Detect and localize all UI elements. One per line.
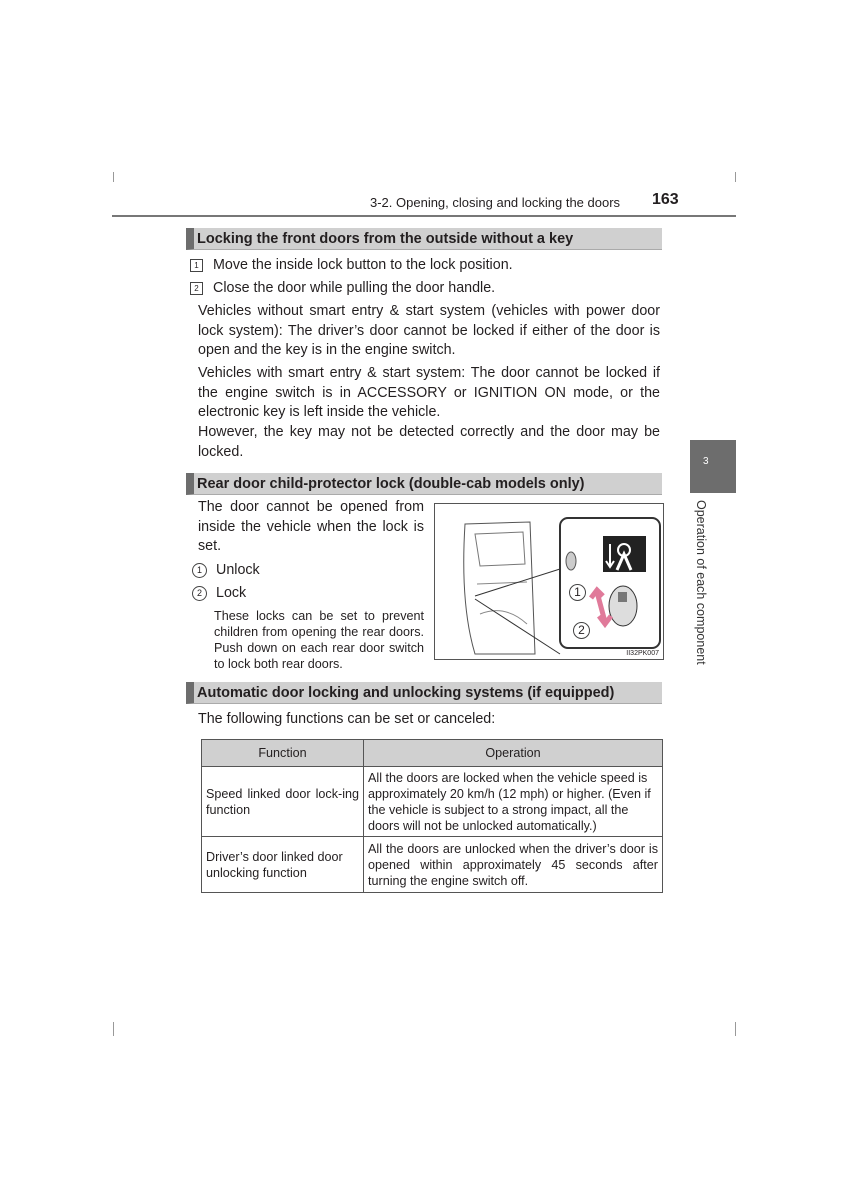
note: These locks can be set to prevent children from opening the rear doors. Push down on each rear door switch to lock both rear doors.	[214, 609, 424, 671]
crop-mark	[113, 1022, 114, 1036]
paragraph: Vehicles without smart entry & start system (vehicles with power door lock system): The driver’s door cannot be locked if either of the door is open and the key is in the engine switch.	[198, 303, 660, 358]
crop-mark	[735, 1022, 736, 1036]
paragraph: Vehicles with smart entry & start system: The door cannot be locked if the engine switch is in ACCESSORY or IGNITION ON mode, or the electronic key is left inside the vehicle.	[198, 365, 660, 420]
crop-mark	[113, 172, 114, 182]
step-1	[190, 255, 513, 275]
door-illustration	[435, 504, 663, 659]
item-text: Unlock	[216, 562, 260, 578]
list-item	[192, 560, 260, 580]
table-cell: All the doors are locked when the vehicle speed is approximately 20 km/h (12 mph) or higher. (Even if the vehicle is subject to a strong impact, all the doors will not be unlocked automatically.)	[364, 767, 663, 837]
step-text: Move the inside lock button to the lock position.	[213, 257, 513, 273]
paragraph: However, the key may not be detected correctly and the door may be locked.	[198, 424, 660, 460]
table-cell: Driver’s door linked door unlocking function	[202, 837, 364, 893]
callout-1: 1	[569, 584, 586, 601]
header-rule	[112, 215, 736, 217]
callout-2: 2	[573, 622, 590, 639]
step-2	[190, 278, 495, 298]
chapter-number: 3	[703, 456, 709, 467]
paragraph: The door cannot be opened from inside the vehicle when the lock is set.	[198, 499, 424, 554]
step-number: 2	[190, 282, 203, 295]
callout-number: 1	[192, 563, 207, 578]
chapter-tab	[690, 440, 736, 493]
list-item	[192, 583, 246, 603]
page-number: 163	[652, 191, 679, 208]
callout-number: 2	[192, 586, 207, 601]
table-cell: Speed linked door lock-ing function	[202, 767, 364, 837]
column-header: Operation	[364, 740, 663, 767]
table-cell: All the doors are unlocked when the driver’s door is opened within approximately 45 seconds after turning the engine switch off.	[364, 837, 663, 893]
section-heading: Rear door child-protector lock (double-cab models only)	[186, 473, 662, 495]
paragraph: The following functions can be set or canceled:	[198, 711, 496, 727]
item-text: Lock	[216, 585, 247, 601]
section-heading: Automatic door locking and unlocking systems (if equipped)	[186, 682, 662, 704]
crop-mark	[735, 172, 736, 182]
figure-code: II32PK007	[626, 650, 659, 657]
step-text: Close the door while pulling the door handle.	[213, 280, 496, 296]
chapter-label: Operation of each component	[694, 500, 708, 665]
table-row	[202, 837, 663, 893]
functions-table	[201, 739, 663, 893]
table-row	[202, 767, 663, 837]
column-header: Function	[202, 740, 364, 767]
running-header: 3-2. Opening, closing and locking the doors	[370, 195, 621, 210]
table-header-row	[202, 740, 663, 767]
section-heading: Locking the front doors from the outside without a key	[186, 228, 662, 250]
step-number: 1	[190, 259, 203, 272]
child-lock-figure	[434, 503, 664, 660]
